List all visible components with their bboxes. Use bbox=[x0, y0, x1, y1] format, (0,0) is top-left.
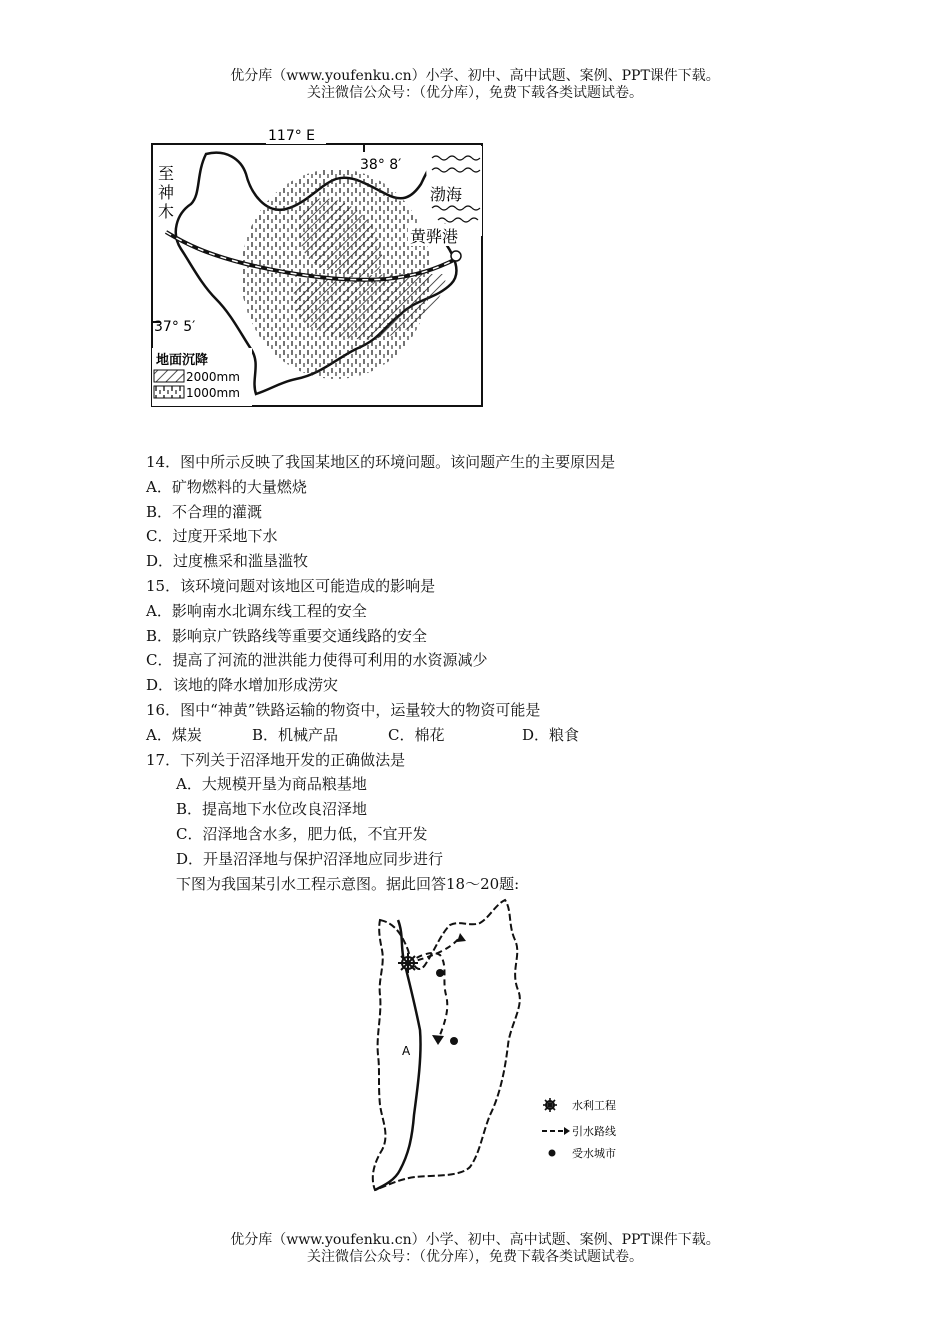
question-15-stem: 15．该环境问题对该地区可能造成的影响是 bbox=[146, 576, 436, 595]
q16-option-d: D．粮食 bbox=[522, 725, 580, 744]
q16-option-a: A．煤炭 bbox=[146, 725, 202, 744]
q16-options-row bbox=[146, 723, 846, 748]
question-17-stem: 17．下列关于沼泽地开发的正确做法是 bbox=[146, 750, 406, 769]
subsidence-map bbox=[146, 124, 486, 414]
q16-option-b: B．机械产品 bbox=[252, 725, 339, 744]
legend-2000mm-label: 2000mm bbox=[186, 370, 240, 384]
rail-origin-label-3: 木 bbox=[158, 202, 175, 221]
q14-option-c: C．过度开采地下水 bbox=[146, 527, 278, 546]
latitude-top-label: 38° 8′ bbox=[360, 157, 402, 173]
legend-1000mm-swatch bbox=[154, 386, 184, 398]
q14-option-d: D．过度樵采和滥垦滥牧 bbox=[146, 552, 309, 571]
water-diversion-map bbox=[360, 895, 660, 1195]
region-a-label: A bbox=[402, 1044, 411, 1058]
intro-18-20: 下图为我国某引水工程示意图。据此回答18～20题: bbox=[176, 874, 520, 893]
question-16-stem: 16．图中“神黄”铁路运输的物资中，运量较大的物资可能是 bbox=[146, 700, 541, 719]
footer-line-1: 优分库（www.youfenku.cn）小学、初中、高中试题、案例、PPT课件下载。 bbox=[230, 1232, 720, 1248]
receiving-city-1 bbox=[436, 969, 444, 977]
receiving-city-legend-dot bbox=[549, 1150, 556, 1157]
q17-option-c: C．沼泽地含水多，肥力低，不宜开发 bbox=[176, 824, 428, 843]
rail-origin-label-2: 神 bbox=[158, 183, 175, 202]
q16-option-c: C．棉花 bbox=[388, 725, 445, 744]
q17-option-d: D．开垦沼泽地与保护沼泽地应同步进行 bbox=[176, 849, 444, 868]
longitude-label: 117° E bbox=[268, 128, 316, 144]
legend-receiving-city: 受水城市 bbox=[572, 1147, 616, 1160]
q15-option-c: C．提高了河流的泄洪能力使得可利用的水资源减少 bbox=[146, 651, 488, 670]
page-footer bbox=[0, 1232, 950, 1266]
port-label: 黄骅港 bbox=[410, 227, 459, 246]
q17-option-b: B．提高地下水位改良沼泽地 bbox=[176, 800, 368, 819]
questions-block bbox=[146, 450, 846, 896]
legend-hydraulic-project: 水利工程 bbox=[572, 1099, 616, 1112]
footer-line-2: 关注微信公众号：（优分库），免费下载各类试题试卷。 bbox=[307, 1249, 643, 1265]
header-line-2: 关注微信公众号：（优分库），免费下载各类试题试卷。 bbox=[307, 85, 643, 101]
port-marker bbox=[451, 251, 461, 261]
page-header bbox=[0, 68, 950, 102]
province-boundary bbox=[373, 900, 520, 1190]
q15-option-b: B．影响京广铁路线等重要交通线路的安全 bbox=[146, 626, 428, 645]
q15-option-a: A．影响南水北调东线工程的安全 bbox=[146, 601, 367, 620]
legend-diversion-route: 引水路线 bbox=[572, 1125, 616, 1138]
header-line-1: 优分库（www.youfenku.cn）小学、初中、高中试题、案例、PPT课件下载。 bbox=[230, 68, 720, 84]
hydraulic-project-legend-icon bbox=[543, 1098, 557, 1112]
q14-option-b: B．不合理的灌溉 bbox=[146, 502, 263, 521]
latitude-bottom-label: 37° 5′ bbox=[154, 319, 196, 335]
legend-1000mm-label: 1000mm bbox=[186, 386, 240, 400]
q17-option-a: A．大规模开垦为商品粮基地 bbox=[176, 775, 367, 794]
question-14-stem: 14．图中所示反映了我国某地区的环境问题。该问题产生的主要原因是 bbox=[146, 453, 616, 471]
hydraulic-project-icon bbox=[398, 953, 418, 973]
q14-option-a: A．矿物燃料的大量燃烧 bbox=[146, 477, 307, 496]
legend-2000mm-swatch bbox=[154, 370, 184, 382]
sea-label: 渤海 bbox=[430, 185, 463, 204]
legend-title: 地面沉降 bbox=[156, 353, 209, 368]
rail-origin-label-1: 至 bbox=[158, 164, 175, 183]
q15-option-d: D．该地的降水增加形成涝灾 bbox=[146, 676, 339, 695]
receiving-city-2 bbox=[450, 1037, 458, 1045]
